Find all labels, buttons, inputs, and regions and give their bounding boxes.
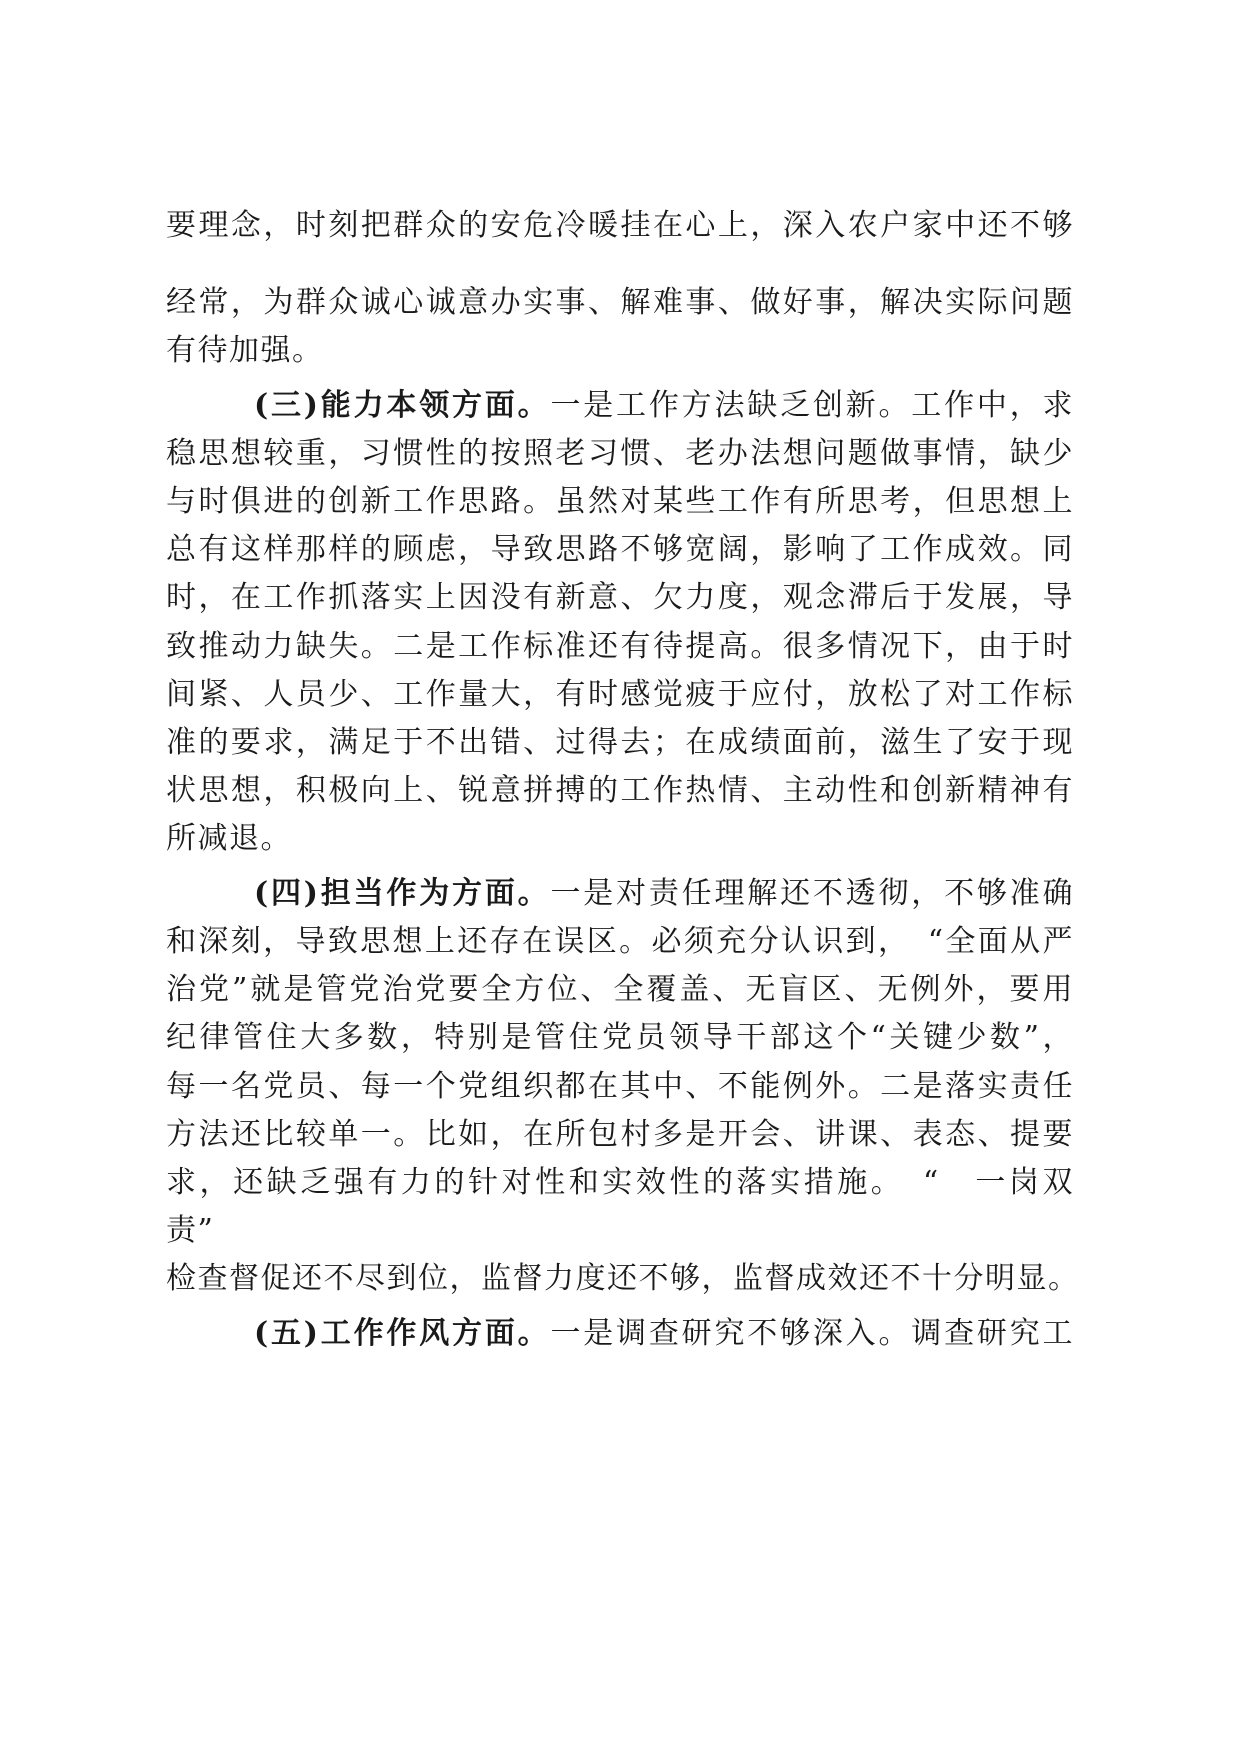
paragraph-line: 责” — [166, 1213, 215, 1248]
paragraph-line: 总有这样那样的顾虑，导致思路不够宽阔，影响了工作成效。同 — [166, 532, 1074, 567]
paragraph-first-line — [254, 1314, 1074, 1354]
paragraph-line: 时，在工作抓落实上因没有新意、欠力度，观念滞后于发展，导 — [166, 580, 1074, 615]
paragraph-text: 一是对责任理解还不透彻，不够准确 — [550, 876, 1075, 911]
paragraph-line: 稳思想较重，习惯性的按照老习惯、老办法想问题做事情，缺少 — [166, 436, 1074, 471]
paragraph-line: 致推动力缺失。二是工作标准还有待提高。很多情况下，由于时 — [166, 629, 1074, 664]
section-heading: (四)担当作为方面。 — [254, 876, 551, 911]
paragraph-first-line — [254, 874, 1074, 914]
paragraph-line: 间紧、人员少、工作量大，有时感觉疲于应付，放松了对工作标 — [166, 677, 1074, 712]
paragraph-line: 所减退。 — [166, 821, 292, 856]
paragraph-line: 每一名党员、每一个党组织都在其中、不能例外。二是落实责任 — [166, 1069, 1074, 1104]
paragraph-line: 准的要求，满足于不出错、过得去；在成绩面前，滋生了安于现 — [166, 725, 1074, 760]
paragraph-line: 有待加强。 — [166, 333, 324, 368]
paragraph-text: 一是工作方法缺乏创新。工作中，求 — [550, 388, 1075, 423]
paragraph-line: 求，还缺乏强有力的针对性和实效性的落实措施。 “ 一岗双 — [166, 1165, 1074, 1200]
paragraph-line: 状思想，积极向上、锐意拼搏的工作热情、主动性和创新精神有 — [166, 773, 1074, 808]
paragraph-line: 经常，为群众诚心诚意办实事、解难事、做好事，解决实际问题 — [166, 285, 1074, 320]
paragraph-line: 要理念，时刻把群众的安危冷暖挂在心上，深入农户家中还不够 — [166, 208, 1074, 243]
paragraph-line: 纪律管住大多数，特别是管住党员领导干部这个“关键少数”， — [166, 1020, 1074, 1055]
section-heading: (五)工作作风方面。 — [254, 1316, 551, 1351]
paragraph-text: 一是调查研究不够深入。调查研究工 — [550, 1316, 1075, 1351]
paragraph-line: 和深刻，导致思想上还存在误区。必须充分认识到， “全面从严 — [166, 924, 1074, 959]
paragraph-line: 方法还比较单一。比如，在所包村多是开会、讲课、表态、提要 — [166, 1117, 1074, 1152]
paragraph-line: 治党”就是管党治党要全方位、全覆盖、无盲区、无例外，要用 — [166, 972, 1074, 1007]
paragraph-line: 检查督促还不尽到位，监督力度还不够，监督成效还不十分明显。 — [166, 1261, 1080, 1296]
section-heading: (三)能力本领方面。 — [254, 388, 551, 423]
paragraph-line: 与时俱进的创新工作思路。虽然对某些工作有所思考，但思想上 — [166, 484, 1074, 519]
paragraph-first-line — [254, 386, 1074, 426]
